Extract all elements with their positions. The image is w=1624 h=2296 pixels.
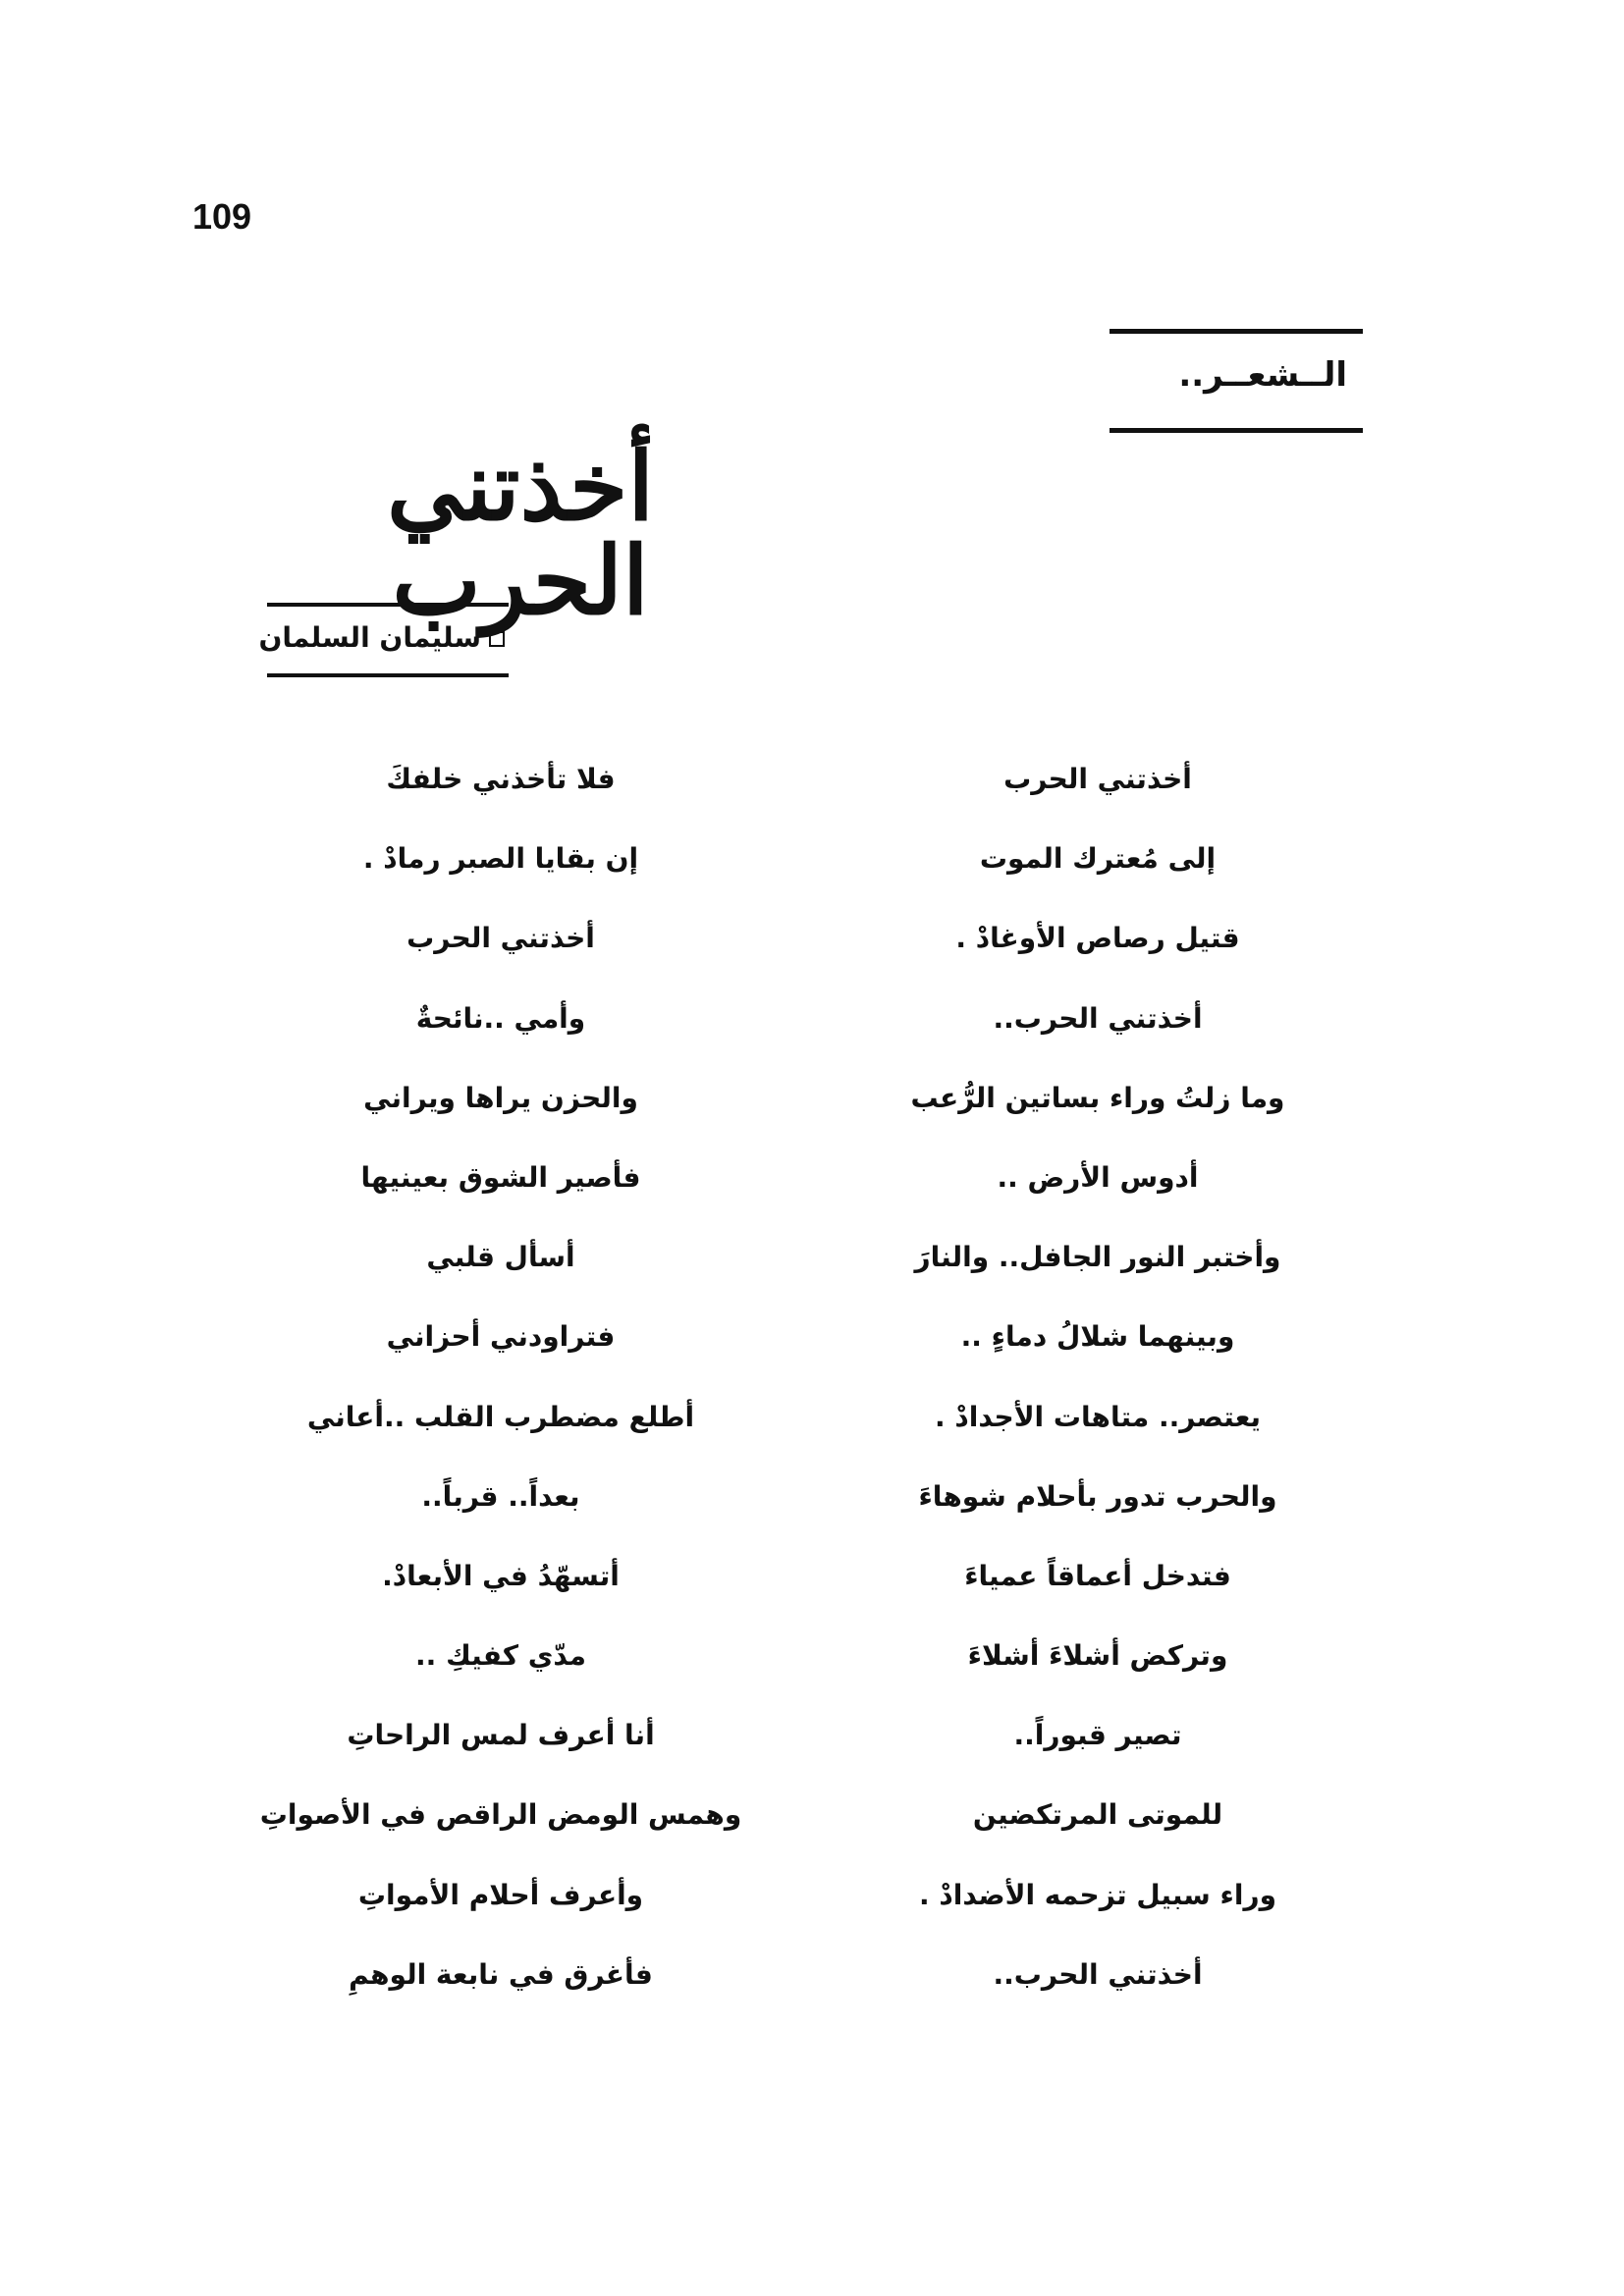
verse-line: أخذتني الحرب — [406, 922, 595, 955]
author-line — [258, 621, 505, 654]
verse-line: قتيل رصاص الأوغادْ . — [955, 922, 1240, 955]
verse-line: فأصير الشوق بعينيها — [360, 1160, 641, 1194]
verse-line: أنا أعرف لمس الراحاتِ — [347, 1719, 655, 1752]
verse-line: أسأل قلبي — [426, 1241, 575, 1274]
verse-line: وأعرف أحلام الأمواتِ — [357, 1878, 644, 1911]
square-bullet-icon — [489, 631, 505, 647]
verse-line: للموتى المرتكضين — [972, 1798, 1223, 1832]
verse-line: أدوس الأرض .. — [997, 1160, 1199, 1194]
verse-line: وبينهما شلالُ دماءٍ .. — [960, 1320, 1235, 1354]
author-name: سليمان السلمان — [258, 621, 481, 654]
verse-line: إن بقايا الصبر رمادْ . — [362, 842, 639, 876]
section-label: الــشعــر.. — [1178, 355, 1347, 395]
verse-line: فلا تأخذني خلفكَ — [386, 763, 616, 795]
section-header — [1110, 329, 1363, 433]
verse-line: وراء سبيل تزحمه الأضدادْ . — [919, 1878, 1276, 1911]
verse-line: أخذتني الحرب — [1003, 763, 1192, 795]
verse-line: وأمي ..نائحةٌ — [415, 1001, 586, 1035]
verse-line: والحرب تدور بأحلام شوهاءَ — [918, 1479, 1277, 1513]
verse-line: وما زلتُ وراء بساتين الرُّعب — [910, 1081, 1285, 1114]
verse-line: وتركض أشلاءَ أشلاءَ — [967, 1639, 1228, 1673]
verse-line: فأغرق في نابعة الوهمِ — [349, 1957, 653, 1991]
poem-left-column — [226, 750, 776, 2025]
verse-line: يعتصر.. متاهات الأجدادْ . — [934, 1400, 1262, 1433]
verse-line: والحزن يراها ويراني — [363, 1081, 638, 1114]
verse-line: أتسهّدُ في الأبعادْ. — [382, 1559, 620, 1592]
verse-line: وهمس الومض الراقص في الأصواتِ — [259, 1798, 742, 1832]
verse-line: أخذتني الحرب.. — [993, 1001, 1203, 1035]
verse-line: وأختبر النور الجافل.. والنارَ — [914, 1241, 1281, 1274]
poem-title: أخذتني الحرب — [386, 431, 655, 636]
verse-line: فتراودني أحزاني — [386, 1320, 616, 1354]
verse-line: تصير قبوراً.. — [1013, 1719, 1182, 1752]
verse-line: مدّي كفيكِ .. — [415, 1639, 586, 1673]
author-byline — [258, 603, 509, 677]
poem-right-column — [823, 750, 1373, 2025]
verse-line: فتدخل أعماقاً عمياءَ — [964, 1559, 1231, 1592]
verse-line: إلى مُعترك الموت — [979, 842, 1217, 876]
verse-line: أطلع مضطرب القلب ..أعاني — [306, 1400, 695, 1433]
verse-line: بعداً.. قرباً.. — [421, 1479, 580, 1513]
verse-line: أخذتني الحرب.. — [993, 1957, 1203, 1991]
page-number: 109 — [192, 196, 252, 237]
